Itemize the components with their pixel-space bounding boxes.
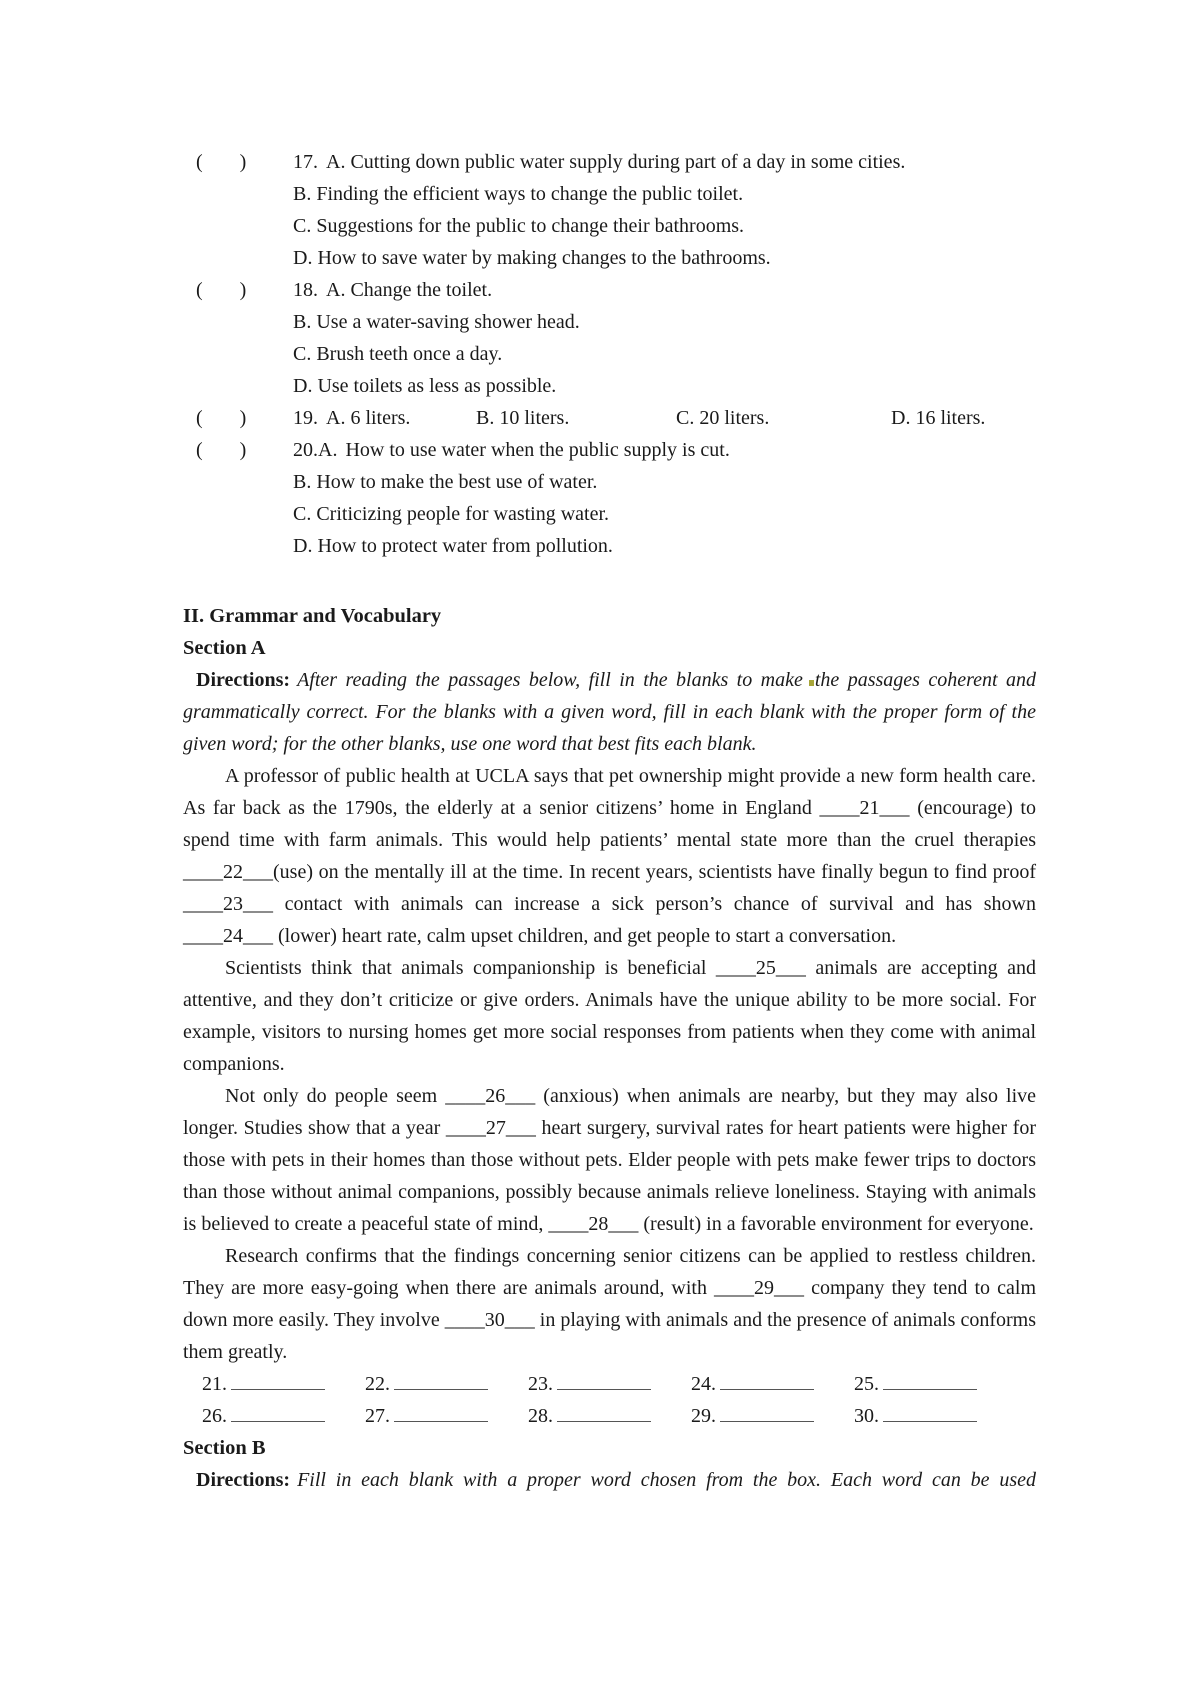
grammar-section-heading: II. Grammar and Vocabulary xyxy=(183,605,442,627)
passage-paragraph: Not only do people seem ____26___ (anxious) when animals are nearby, but they may also live longer. Studies show that a year ____27___ heart surgery, survival rates for heart patients were higher for those with pets in their homes than those without pets. Elder people with pets make fewer trips to doctors than those without animal companions, possibly because animals relieve loneliness. Staying with animals is believed to create a peaceful state of mind, ____28___ (result) in a favorable environment for everyone. xyxy=(183,1085,1036,1235)
mcq-block xyxy=(183,146,1036,562)
answer-cell xyxy=(528,1368,691,1400)
answer-parentheses xyxy=(183,146,293,178)
answer-blank-line xyxy=(720,1369,814,1390)
paren-open: ( xyxy=(196,279,203,301)
answer-parentheses xyxy=(183,274,293,306)
option-line: D. How to protect water from pollution. xyxy=(293,535,613,557)
answer-blank-grid xyxy=(183,1368,1036,1432)
answer-cell xyxy=(202,1368,365,1400)
answer-cell xyxy=(854,1400,977,1432)
option-line: C. Criticizing people for wasting water. xyxy=(293,503,610,525)
option-line: C. Brush teeth once a day. xyxy=(293,343,503,365)
option-line: B. How to make the best use of water. xyxy=(293,471,598,493)
option-text: D. 16 liters. xyxy=(891,407,986,429)
answer-blank-line xyxy=(394,1401,488,1422)
answer-number: 30. xyxy=(854,1405,879,1427)
answer-number: 27. xyxy=(365,1405,390,1427)
paren-close: ) xyxy=(239,439,247,461)
option-a-text: A. Change the toilet. xyxy=(326,279,493,301)
answer-number: 21. xyxy=(202,1373,227,1395)
answer-cell xyxy=(691,1400,854,1432)
section-a-directions xyxy=(183,664,1036,760)
option-line: C. Suggestions for the public to change their bathrooms. xyxy=(293,215,745,237)
answer-number: 24. xyxy=(691,1373,716,1395)
section-a-heading: Section A xyxy=(183,637,266,659)
question-number: 20.A. xyxy=(293,439,338,461)
stray-mark xyxy=(809,680,814,686)
directions-b-text: Fill in each blank with a proper word chosen from the box. Each word can be used xyxy=(297,1469,1036,1491)
cloze-passage xyxy=(183,760,1036,1368)
paren-close: ) xyxy=(239,407,247,429)
question-number: 19. xyxy=(293,407,318,429)
question-line xyxy=(183,274,1036,306)
answer-blank-line xyxy=(557,1401,651,1422)
paren-open: ( xyxy=(196,151,203,173)
question-line xyxy=(183,146,1036,178)
section-b-directions xyxy=(183,1464,1036,1496)
option-a-text: How to use water when the public supply is cut. xyxy=(345,439,730,461)
answer-cell xyxy=(365,1368,528,1400)
answer-blank-line xyxy=(720,1401,814,1422)
paren-open: ( xyxy=(196,407,203,429)
answer-number: 26. xyxy=(202,1405,227,1427)
passage-paragraph: Scientists think that animals companionship is beneficial ____25___ animals are accepting and attentive, and they don’t criticize or give orders. Animals have the unique ability to be more social. For example, visitors to nursing homes get more social responses from patients when they come with animal companions. xyxy=(183,957,1036,1075)
directions-label: Directions: xyxy=(196,669,291,691)
passage-paragraph: A professor of public health at UCLA says that pet ownership might provide a new form health care. As far back as the 1790s, the elderly at a senior citizens’ home in England ____21___ (encourage) to spend time with farm animals. This would help patients’ mental state more than the cruel therapies ____22___(use) on the mentally ill at the time. In recent years, scientists have finally begun to find proof ____23___ contact with animals can increase a sick person’s chance of survival and has shown ____24___ (lower) heart rate, calm upset children, and get people to start a conversation. xyxy=(183,765,1036,947)
answer-number: 22. xyxy=(365,1373,390,1395)
answer-blank-line xyxy=(394,1369,488,1390)
answer-blank-line xyxy=(883,1369,977,1390)
answer-parentheses xyxy=(183,434,293,466)
option-a-text: A. 6 liters. xyxy=(326,407,411,429)
answer-blank-line xyxy=(883,1401,977,1422)
answer-row xyxy=(202,1368,1036,1400)
answer-cell xyxy=(854,1368,977,1400)
answer-number: 29. xyxy=(691,1405,716,1427)
answer-parentheses xyxy=(183,402,293,434)
option-text: C. 20 liters. xyxy=(676,407,770,429)
option-line: B. Finding the efficient ways to change the public toilet. xyxy=(293,183,744,205)
answer-cell xyxy=(365,1400,528,1432)
option-line: D. How to save water by making changes to the bathrooms. xyxy=(293,247,771,269)
question-number: 18. xyxy=(293,279,318,301)
directions-text-before-mark: After reading the passages below, fill in the blanks to make xyxy=(297,669,803,691)
paren-close: ) xyxy=(239,279,247,301)
paren-close: ) xyxy=(239,151,247,173)
answer-number: 28. xyxy=(528,1405,553,1427)
answer-number: 25. xyxy=(854,1373,879,1395)
option-line: B. Use a water-saving shower head. xyxy=(293,311,580,333)
answer-number: 23. xyxy=(528,1373,553,1395)
paren-open: ( xyxy=(196,439,203,461)
question-line xyxy=(183,402,1036,434)
option-text: B. 10 liters. xyxy=(476,407,570,429)
option-a-text: A. Cutting down public water supply during part of a day in some cities. xyxy=(326,151,906,173)
answer-blank-line xyxy=(231,1369,325,1390)
question-number: 17. xyxy=(293,151,318,173)
answer-cell xyxy=(528,1400,691,1432)
directions-b-label: Directions: xyxy=(196,1469,291,1491)
directions-text-after-mark: the passages coherent and grammatically correct. For the blanks with a given word, fill in each blank with the proper form of the given word; for the other blanks, use one word that best fits each blank. xyxy=(183,669,1037,755)
section-b-heading: Section B xyxy=(183,1437,266,1459)
answer-cell xyxy=(202,1400,365,1432)
option-line: D. Use toilets as less as possible. xyxy=(293,375,557,397)
answer-blank-line xyxy=(231,1401,325,1422)
answer-row xyxy=(202,1400,1036,1432)
question-line xyxy=(183,434,1036,466)
passage-paragraph: Research confirms that the findings concerning senior citizens can be applied to restless children. They are more easy-going when there are animals around, with ____29___ company they tend to calm down more easily. They involve ____30___ in playing with animals and the presence of animals conforms them greatly. xyxy=(183,1245,1036,1363)
answer-cell xyxy=(691,1368,854,1400)
answer-blank-line xyxy=(557,1369,651,1390)
